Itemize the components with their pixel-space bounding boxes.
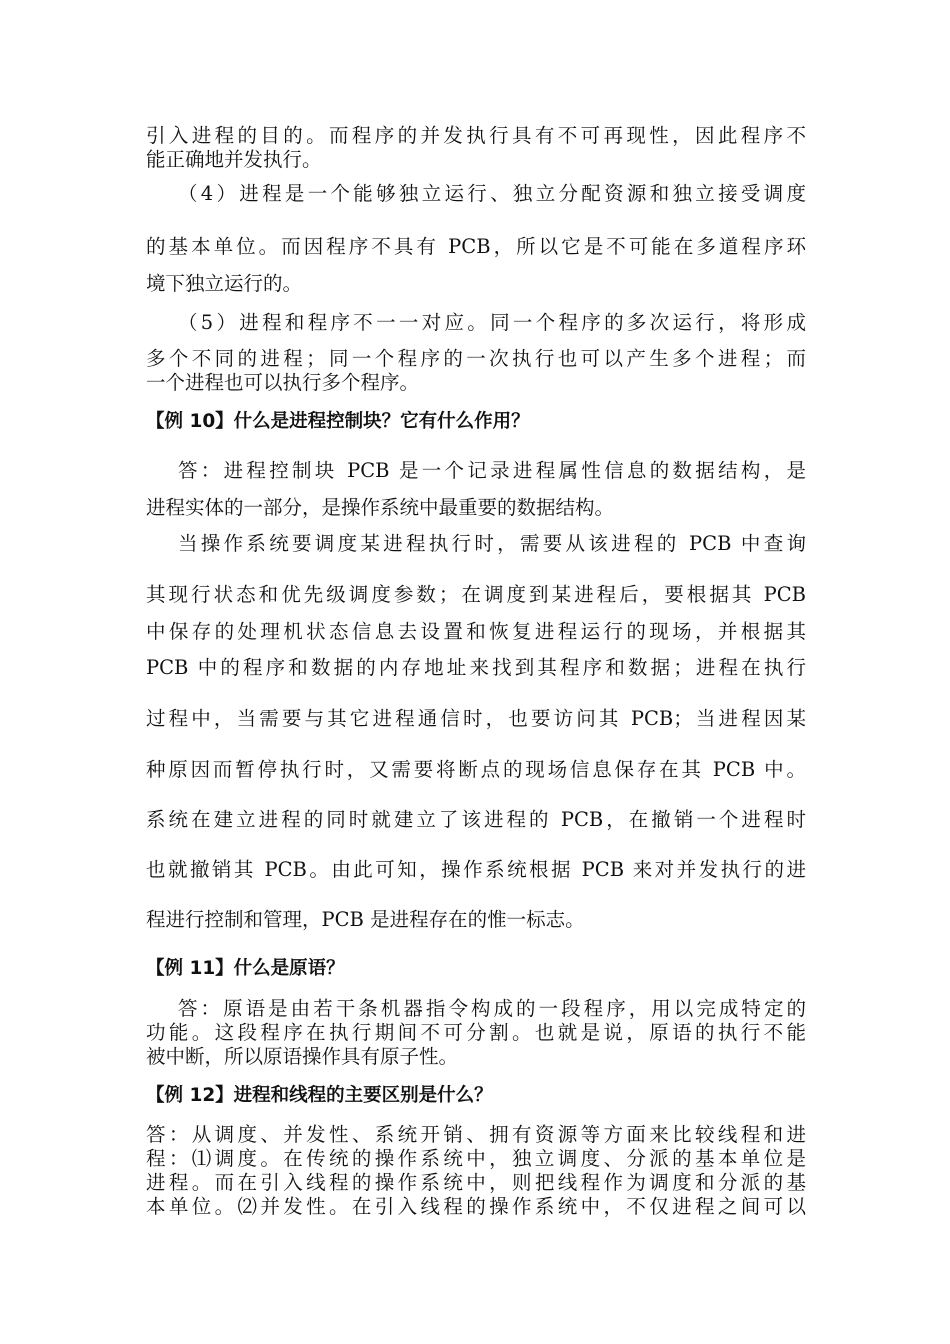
- paragraph-line: 进程实体的一部分，是操作系统中最重要的数据结构。: [146, 496, 615, 519]
- paragraph-line: PCB 中的程序和数据的内存地址来找到其程序和数据；进程在执行: [146, 656, 806, 679]
- paragraph-line: 答：进程控制块 PCB 是一个记录进程属性信息的数据结构，是: [178, 459, 806, 482]
- paragraph-line: 答：从调度、并发性、系统开销、拥有资源等方面来比较线程和进: [146, 1123, 806, 1146]
- paragraph-line: 系统在建立进程的同时就建立了该进程的 PCB，在撤销一个进程时: [146, 808, 806, 831]
- paragraph-line: 程进行控制和管理，PCB 是进程存在的惟一标志。: [146, 908, 585, 931]
- paragraph-line: 引入进程的目的。而程序的并发执行具有不可再现性，因此程序不: [146, 124, 806, 147]
- paragraph-line: 中保存的处理机状态信息去设置和恢复进程运行的现场，并根据其: [146, 620, 806, 643]
- paragraph-line: 答：原语是由若干条机器指令构成的一段程序，用以完成特定的: [178, 997, 806, 1020]
- paragraph-line: 多个不同的进程；同一个程序的一次执行也可以产生多个进程；而: [146, 347, 806, 370]
- paragraph-line: 其现行状态和优先级调度参数；在调度到某进程后，要根据其 PCB: [146, 583, 806, 606]
- paragraph-line: 当操作系统要调度某进程执行时，需要从该进程的 PCB 中查询: [178, 532, 806, 555]
- paragraph-line: 种原因而暂停执行时，又需要将断点的现场信息保存在其 PCB 中。: [146, 758, 806, 781]
- paragraph-line: 程：⑴调度。在传统的操作系统中，独立调度、分派的基本单位是: [146, 1147, 806, 1170]
- paragraph-line: 被中断，所以原语操作具有原子性。: [146, 1045, 459, 1068]
- paragraph-line: （4）进程是一个能够独立运行、独立分配资源和独立接受调度: [178, 182, 806, 205]
- paragraph-line: 本单位。⑵并发性。在引入线程的操作系统中，不仅进程之间可以: [146, 1195, 806, 1218]
- paragraph-line: 进程。而在引入线程的操作系统中，则把线程作为调度和分派的基: [146, 1171, 806, 1194]
- paragraph-line: 功能。这段程序在执行期间不可分割。也就是说，原语的执行不能: [146, 1021, 806, 1044]
- paragraph-line: 能正确地并发执行。: [146, 148, 322, 171]
- example-heading: 【例 12】进程和线程的主要区别是什么？: [146, 1085, 493, 1106]
- paragraph-line: 境下独立运行的。: [146, 272, 303, 295]
- paragraph-line: （5）进程和程序不一一对应。同一个程序的多次运行，将形成: [178, 311, 806, 334]
- example-heading: 【例 11】什么是原语？: [146, 958, 345, 979]
- paragraph-line: 一个进程也可以执行多个程序。: [146, 371, 420, 394]
- paragraph-line: 的基本单位。而因程序不具有 PCB，所以它是不可能在多道程序环: [146, 235, 806, 258]
- example-heading: 【例 10】什么是进程控制块？它有什么作用？: [146, 411, 530, 432]
- paragraph-line: 也就撤销其 PCB。由此可知，操作系统根据 PCB 来对并发执行的进: [146, 858, 806, 881]
- paragraph-line: 过程中，当需要与其它进程通信时，也要访问其 PCB；当进程因某: [146, 707, 806, 730]
